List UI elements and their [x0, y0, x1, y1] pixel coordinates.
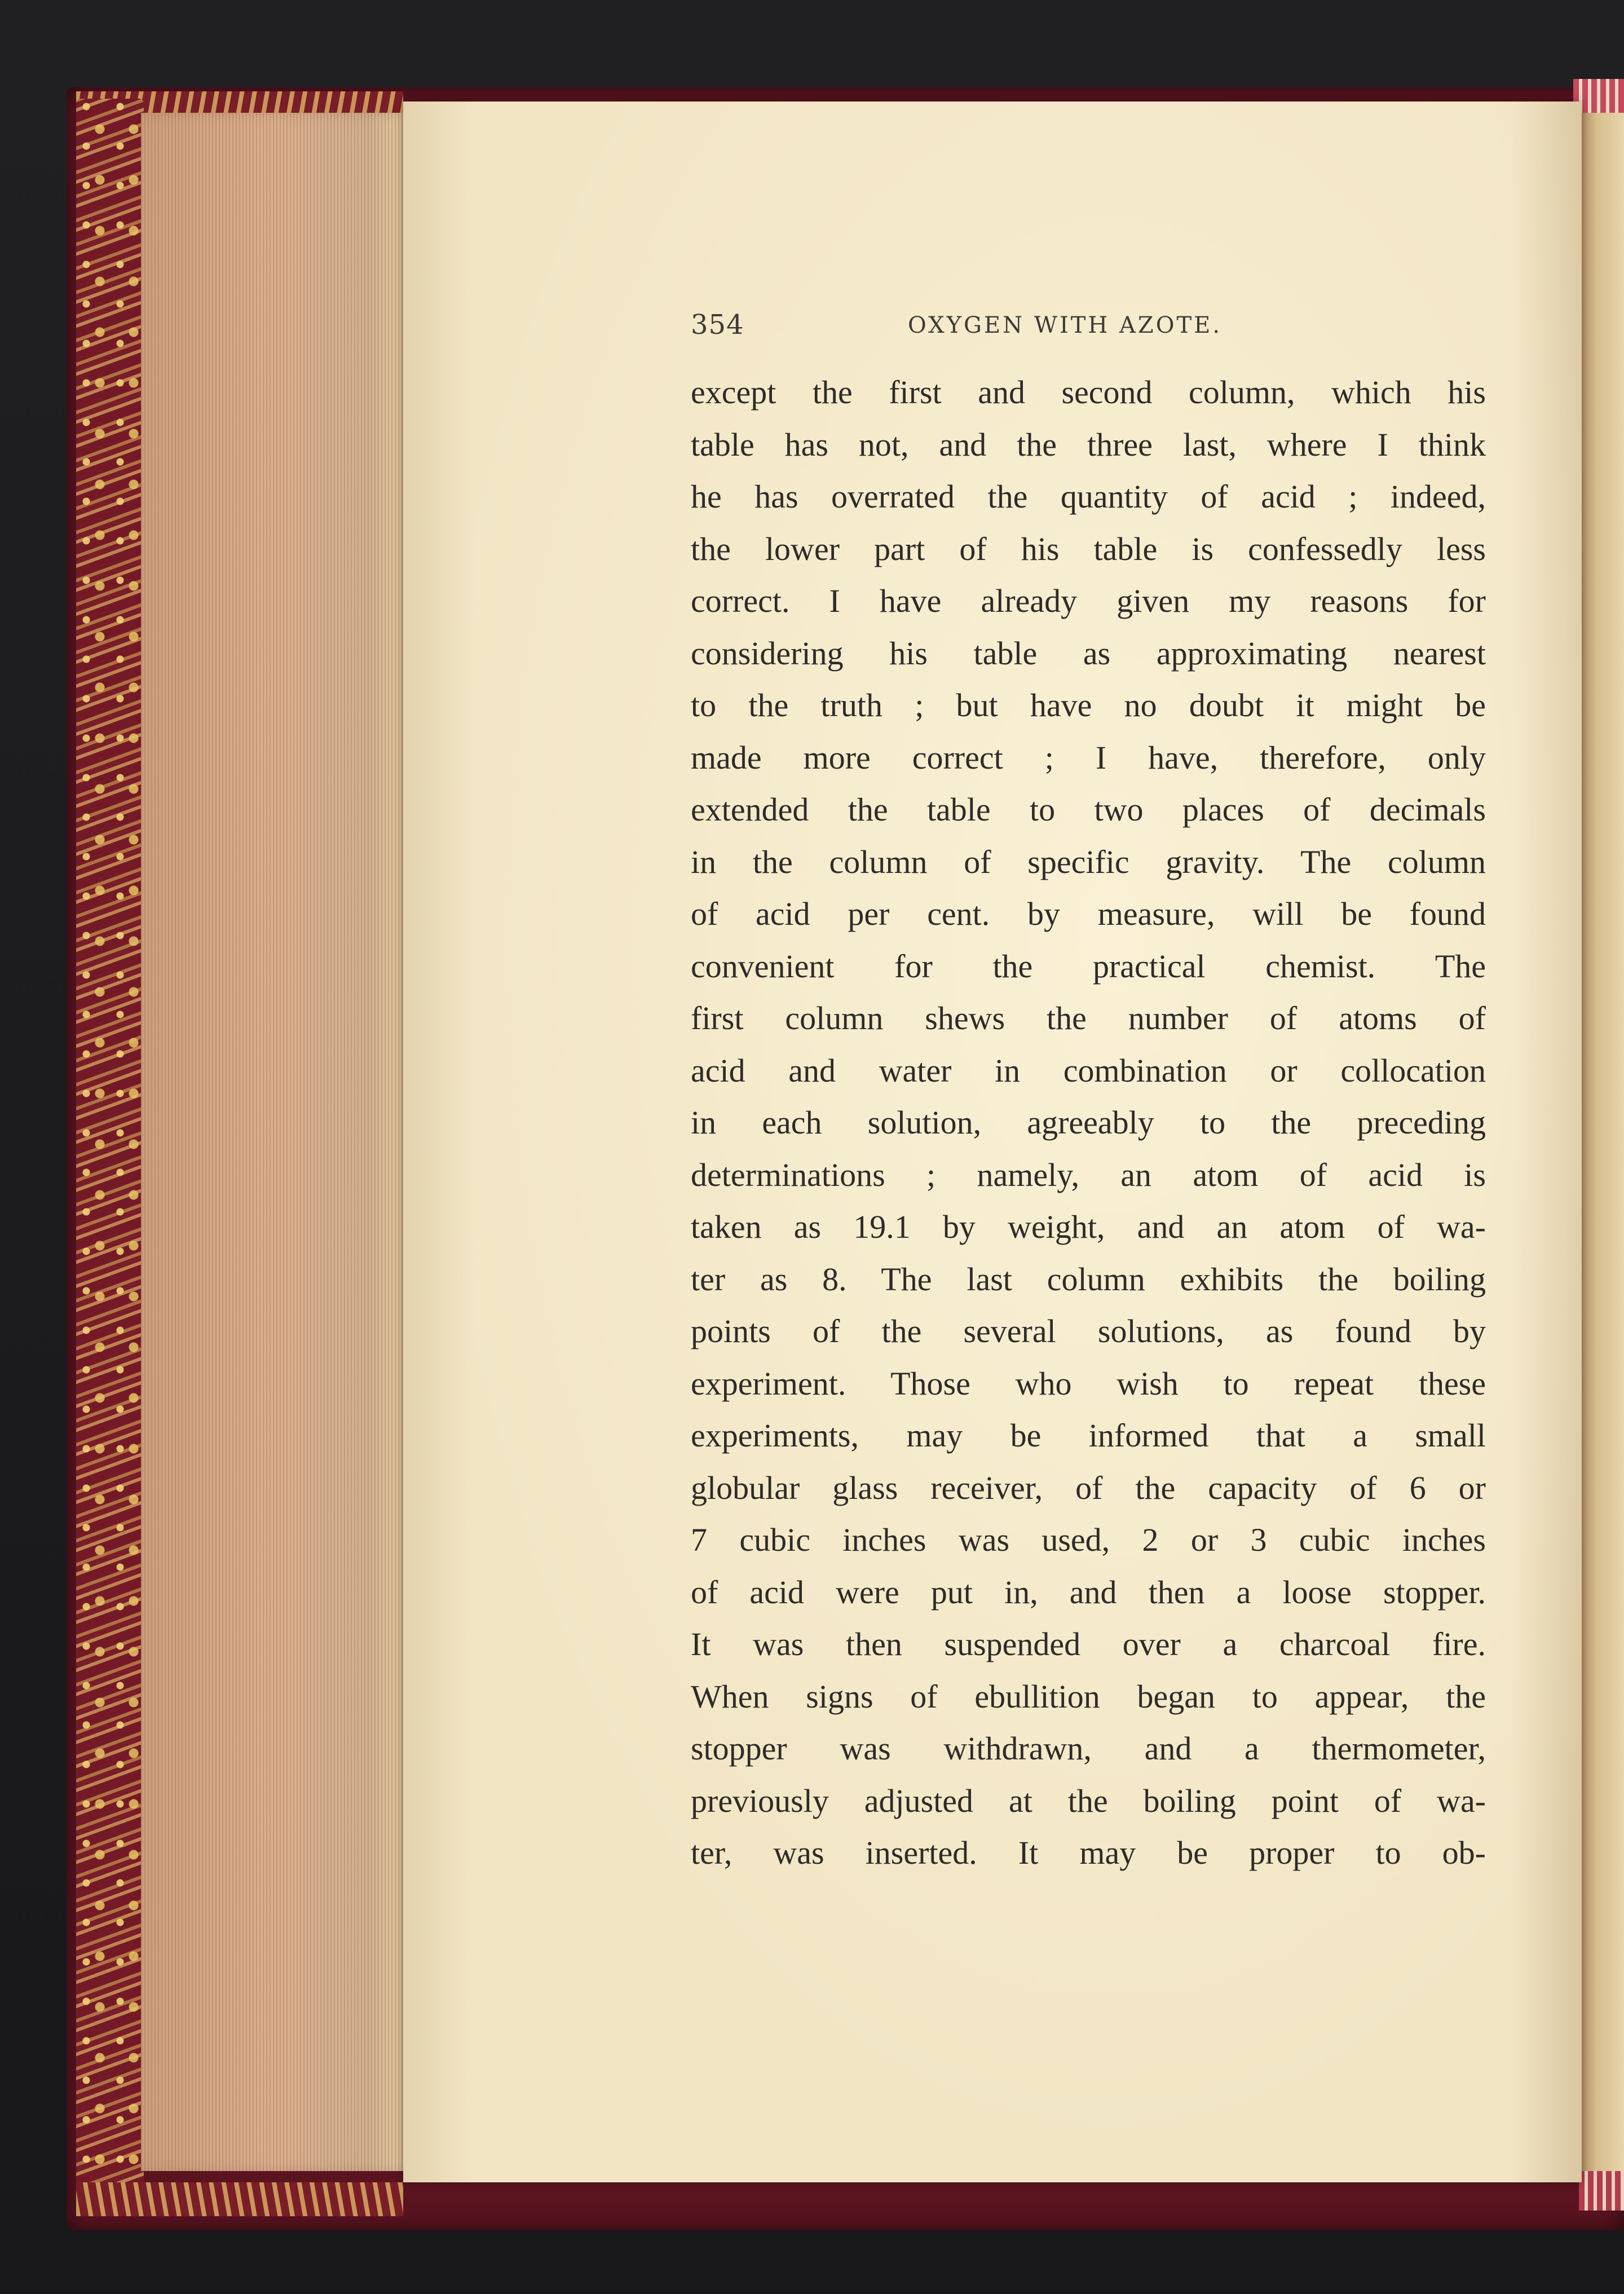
- text-line: correct. I have already given my reasons for: [691, 583, 1486, 619]
- body-text: [691, 367, 1486, 1880]
- text-line: he has overrated the quantity of acid ; indeed,: [691, 478, 1486, 515]
- text-line: points of the several solutions, as found by: [691, 1313, 1486, 1349]
- text-line: experiments, may be informed that a small: [691, 1417, 1486, 1454]
- text-line: taken as 19.1 by weight, and an atom of wa-: [691, 1208, 1486, 1245]
- text-line: previously adjusted at the boiling point of wa-: [691, 1782, 1486, 1819]
- running-head: [691, 309, 1486, 354]
- text-line: experiment. Those who wish to repeat these: [691, 1365, 1486, 1402]
- text-line: convenient for the practical chemist. The: [691, 947, 1486, 985]
- text-line: first column shews the number of atoms of: [691, 1000, 1486, 1036]
- text-line: of acid per cent. by measure, will be found: [691, 895, 1486, 932]
- text-line: When signs of ebullition began to appear, the: [691, 1678, 1486, 1715]
- text-line: to the truth ; but have no doubt it might be: [691, 687, 1486, 724]
- text-line: It was then suspended over a charcoal fire.: [691, 1626, 1486, 1662]
- text-line: stopper was withdrawn, and a thermometer,: [691, 1730, 1486, 1767]
- text-line: determinations ; namely, an atom of acid is: [691, 1156, 1486, 1193]
- gilt-border-left: [76, 99, 144, 2185]
- text-line: table has not, and the three last, where I think: [691, 426, 1486, 463]
- text-line: globular glass receiver, of the capacity of 6 or: [691, 1469, 1486, 1506]
- text-line: except the first and second column, which his: [691, 374, 1486, 411]
- text-line: acid and water in combination or collocation: [691, 1052, 1486, 1089]
- text-line: considering his table as approximating nearest: [691, 634, 1486, 672]
- text-line: of acid were put in, and then a loose stopper.: [691, 1573, 1486, 1611]
- text-line: 7 cubic inches was used, 2 or 3 cubic inches: [691, 1521, 1486, 1558]
- headband-bottom: [1579, 2171, 1624, 2211]
- running-head-title: OXYGEN WITH AZOTE.: [908, 312, 1223, 338]
- facing-page-edge: [1579, 113, 1624, 2171]
- text-line: ter as 8. The last column exhibits the boiling: [691, 1260, 1486, 1298]
- text-line: in the column of specific gravity. The column: [691, 843, 1486, 880]
- text-line: made more correct ; I have, therefore, only: [691, 739, 1486, 776]
- text-line: in each solution, agreeably to the preceding: [691, 1104, 1486, 1141]
- page-edges: [141, 113, 409, 2171]
- text-line: the lower part of his table is confessedly less: [691, 530, 1486, 567]
- gilt-border-bottom: [76, 2182, 403, 2216]
- text-line: extended the table to two places of decimals: [691, 791, 1486, 828]
- text-line: ter, was inserted. It may be proper to ob-: [691, 1834, 1486, 1871]
- page-number: 354: [691, 309, 744, 341]
